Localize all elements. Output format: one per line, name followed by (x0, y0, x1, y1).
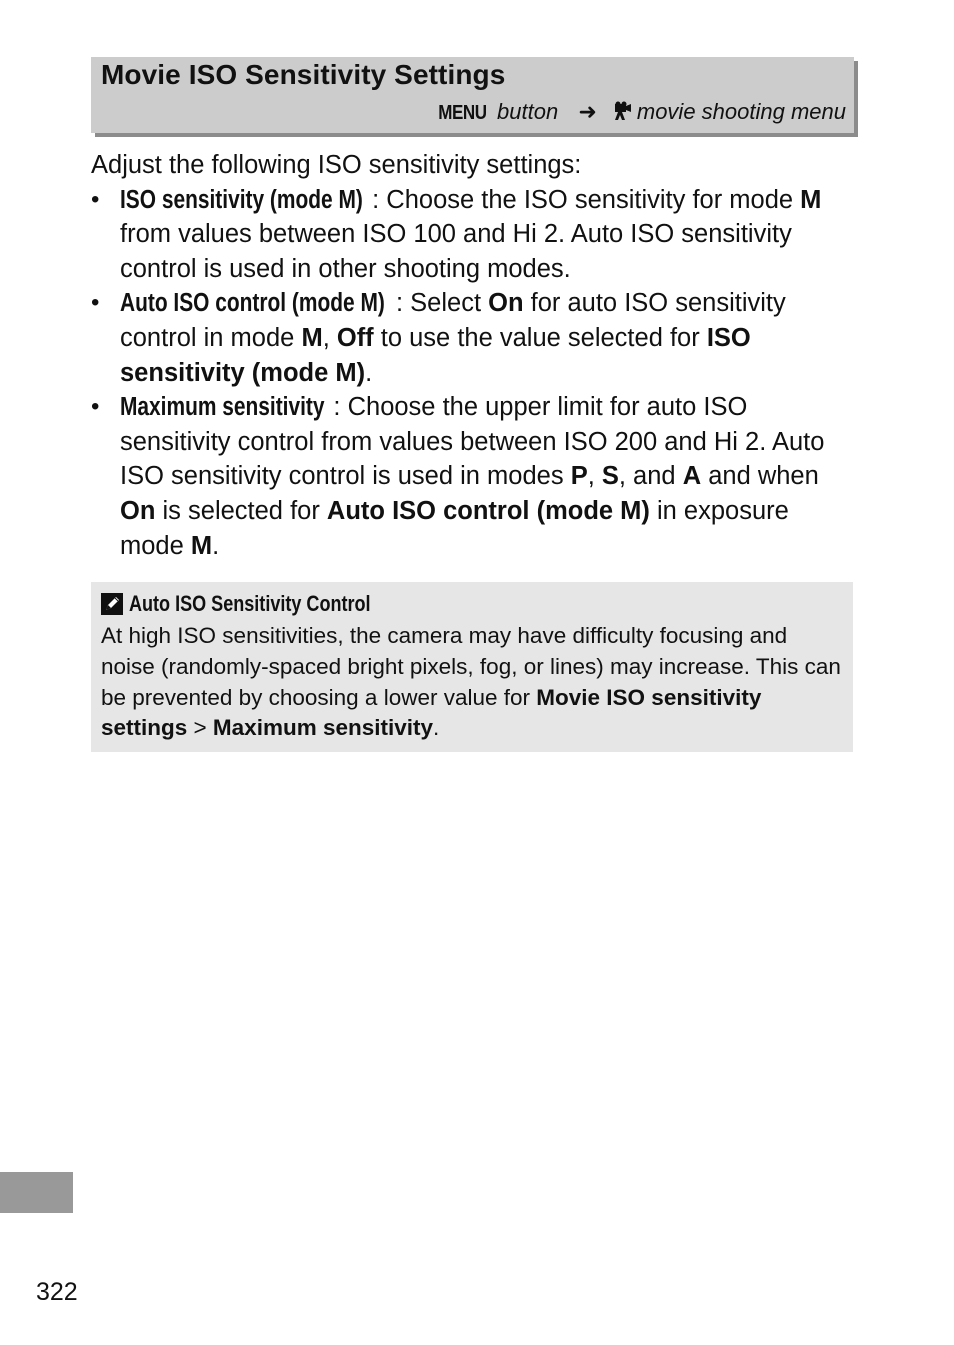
item-text: , (322, 323, 337, 352)
pencil-note-icon (101, 593, 123, 615)
settings-list (91, 183, 851, 564)
note-box (91, 582, 853, 752)
note-body: > (187, 715, 213, 741)
mode-label: M (190, 531, 213, 560)
body-text (91, 148, 851, 563)
item-text: . (365, 358, 373, 387)
note-body: At high ISO sensitivities, the camera may have difficulty focusing and noise (randomly-spaced bright pixels, fog, or lines) may increase. This can be prevented by choosing a lower value for (101, 623, 841, 710)
item-text: : Select (395, 289, 489, 318)
mode-label: P (570, 462, 588, 491)
section-header (91, 57, 854, 133)
item-text: in exposure mode (120, 496, 789, 560)
option-label: Off (336, 323, 374, 352)
setting-reference: Auto ISO control (mode M) (326, 496, 650, 525)
item-text: , and (618, 462, 683, 491)
mode-label: M (301, 323, 323, 352)
page-number: 322 (36, 1278, 78, 1306)
menu-path (434, 99, 846, 125)
list-item (91, 390, 851, 563)
item-text: : Choose the upper limit for auto ISO sensitivity control from values between ISO 200 and Hi 2. Auto ISO sensitivity control is used in modes (120, 393, 825, 491)
section-tab (0, 1172, 73, 1213)
mode-label: A (682, 462, 702, 491)
note-text (101, 621, 843, 744)
mode-label: S (601, 462, 619, 491)
item-text: and when (701, 462, 819, 491)
item-text: . (212, 531, 220, 560)
option-label: On (488, 289, 524, 318)
item-text: from values between ISO 100 and Hi 2. Auto ISO sensitivity control is used in other shooting modes. (120, 220, 792, 283)
setting-term: ISO sensitivity (mode M) (120, 185, 363, 214)
button-word: button (497, 99, 559, 124)
option-label: On (120, 496, 156, 525)
item-text: for auto ISO sensitivity control in mode (120, 289, 786, 352)
item-text: : Choose the ISO sensitivity for mode (372, 185, 801, 214)
item-text: to use the value selected for (373, 323, 707, 352)
intro-text: Adjust the following ISO sensitivity settings: (91, 151, 582, 179)
setting-reference: Movie ISO sensitivity settings (101, 684, 762, 741)
menu-button-label: MENU (438, 102, 487, 124)
setting-term: Auto ISO control (mode M) (120, 289, 385, 318)
menu-name: movie shooting menu (636, 99, 846, 124)
list-item (91, 286, 851, 390)
movie-camera-icon (613, 101, 633, 121)
note-body: . (433, 715, 440, 741)
note-title: Auto ISO Sensitivity Control (129, 591, 371, 616)
mode-label: M (800, 185, 822, 214)
note-header (101, 589, 843, 619)
setting-reference: Maximum sensitivity (212, 715, 433, 741)
page-title: Movie ISO Sensitivity Settings (101, 59, 506, 90)
setting-term: Maximum sensitivity (120, 393, 325, 422)
setting-reference: ISO sensitivity (mode M) (120, 323, 751, 387)
arrow-right-icon: ➜ (578, 99, 597, 124)
list-item (91, 183, 851, 287)
item-text: is selected for (155, 496, 327, 525)
item-text: , (587, 462, 602, 491)
